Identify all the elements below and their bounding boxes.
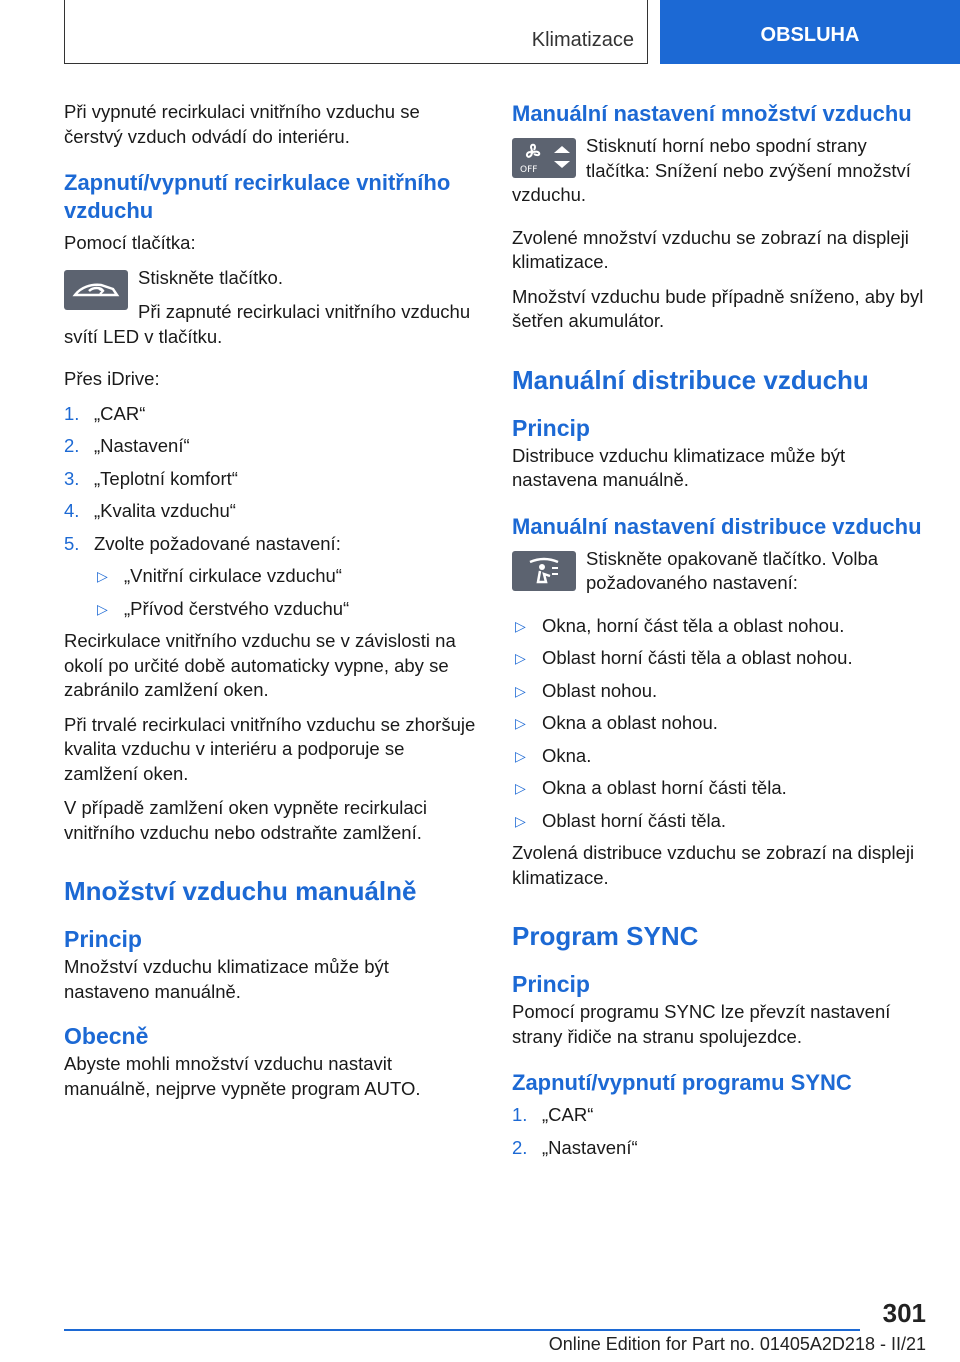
triangle-bullet-icon: ▷: [97, 568, 108, 584]
list-item: ▷ Okna a oblast nohou.: [512, 711, 926, 736]
heading-sync: Program SYNC: [512, 921, 699, 951]
heading-principle: Princip: [512, 971, 590, 997]
setting-options: [64, 564, 478, 621]
fan-instruction: [512, 134, 926, 218]
list-item: 2. „Nastavení“: [64, 435, 190, 456]
fogging-paragraph: V případě zamlžení oken vypněte recirkulaci vnitřního vzduchu nebo odstraňte zamlžení.: [64, 797, 427, 843]
list-item: ▷ Oblast horní části těla.: [512, 809, 926, 834]
right-column: [512, 100, 926, 1168]
principle-text: Množství vzduchu klimatizace může být nastaveno manuálně.: [64, 956, 389, 1002]
heading-principle: Princip: [512, 414, 590, 441]
triangle-bullet-icon: ▷: [515, 747, 526, 764]
triangle-bullet-icon: ▷: [515, 682, 526, 699]
heading-distribution: Manuální distribuce vzduchu: [512, 364, 869, 395]
header-section-title: Klimatizace: [531, 29, 634, 51]
distribution-press-text: Stiskněte opakovaně tlačítko. Volba požadovaného nastavení:: [586, 547, 879, 593]
by-button-text: Pomocí tlačítka:: [64, 232, 196, 253]
auto-off-paragraph: Recirkulace vnitřního vzduchu se v závislosti na okolí po určité době automaticky vypne, aby se zabránilo zamlžení oken.: [64, 630, 456, 700]
triangle-bullet-icon: ▷: [515, 617, 526, 634]
footer-divider: [64, 1329, 860, 1331]
heading-manual-amount: Manuální nastavení množství vzduchu: [512, 101, 912, 126]
recirculation-instruction: [64, 266, 478, 360]
press-button-text: Stiskněte tlačítko.: [138, 266, 283, 288]
triangle-bullet-icon: ▷: [515, 715, 526, 731]
list-item: 3. „Teplotní komfort“: [64, 467, 238, 489]
battery-text: Množství vzduchu bude případně sníženo, aby byl šetřen akumulátor.: [512, 285, 924, 331]
air-distribution-button-icon: [512, 551, 576, 591]
distribution-text: Distribuce vzduchu klimatizace může být nastavena manuálně.: [512, 444, 846, 490]
triangle-bullet-icon: ▷: [515, 780, 526, 796]
amount-shown-text: Zvolené množství vzduchu se zobrazí na displeji klimatizace.: [512, 226, 909, 272]
sync-text: Pomocí programu SYNC lze převzít nastavení strany řidiče na stranu spolujezdce.: [512, 1001, 891, 1047]
list-item: ▷ Oblast horní části těla a oblast nohou.: [512, 646, 926, 671]
list-item: 1. „CAR“: [64, 402, 146, 424]
led-text: Při zapnuté recirkulaci vnitřního vzduchu svítí LED v tlačítku.: [64, 301, 471, 347]
heading-principle: Princip: [64, 926, 142, 952]
triangle-bullet-icon: ▷: [515, 812, 526, 829]
list-item: ▷ „Vnitřní cirkulace vzduchu“: [94, 564, 478, 589]
list-item: 1. „CAR“: [512, 1104, 594, 1125]
triangle-bullet-icon: ▷: [515, 650, 526, 666]
intro-paragraph: Při vypnuté recirkulaci vnitřního vzduchu se čerstvý vzduch odvádí do interiéru.: [64, 101, 420, 147]
via-idrive-text: Přes iDrive:: [64, 368, 160, 389]
list-item: ▷ Okna.: [512, 744, 926, 769]
list-item: ▷ Oblast nohou.: [512, 679, 926, 704]
heading-recirculation: Zapnutí/vypnutí recirkulace vnitřního vzduchu: [64, 170, 451, 223]
list-item: 5. Zvolte požadované nastavení:: [64, 532, 341, 554]
list-item: 4. „Kvalita vzduchu“: [64, 500, 236, 521]
idrive-steps: [64, 402, 478, 557]
heading-manual-distribution: Manuální nastavení distribuce vzduchu: [512, 513, 922, 539]
list-item: ▷ „Přívod čerstvého vzduchu“: [94, 597, 478, 622]
page-number: 301: [882, 1298, 926, 1328]
sync-steps: [512, 1103, 926, 1160]
fan-text: Stisknutí horní nebo spodní strany tlačítka: Snížení nebo zvýšení množství vzduchu.: [512, 135, 911, 205]
left-column: [64, 100, 478, 1111]
fan-off-label: OFF: [520, 165, 538, 175]
list-item: 2. „Nastavení“: [512, 1136, 638, 1158]
heading-air-amount: Množství vzduchu manuálně: [64, 876, 417, 906]
footer-edition: Online Edition for Part no. 01405A2D218 - II/21: [548, 1334, 926, 1354]
heading-general: Obecně: [64, 1023, 149, 1049]
distribution-shown-text: Zvolená distribuce vzduchu se zobrazí na displeji klimatizace.: [512, 842, 915, 888]
distribution-instruction: [512, 547, 926, 606]
distribution-options: [512, 614, 926, 834]
general-text: Abyste mohli množství vzduchu nastavit manuálně, nejprve vypněte program AUTO.: [64, 1053, 421, 1099]
triangle-bullet-icon: ▷: [97, 600, 108, 617]
heading-sync-toggle: Zapnutí/vypnutí programu SYNC: [512, 1070, 852, 1095]
list-item: ▷ Okna, horní část těla a oblast nohou.: [512, 614, 926, 639]
fan-button-icon: [512, 138, 576, 178]
recirculation-button-icon: [64, 270, 128, 310]
air-quality-paragraph: Při trvalé recirkulaci vnitřního vzduchu se zhoršuje kvalita vzduchu v interiéru a podporuje se zamlžení oken.: [64, 713, 476, 784]
header-chapter-tab: OBSLUHA: [660, 0, 960, 64]
list-item: ▷ Okna a oblast horní části těla.: [512, 776, 926, 801]
